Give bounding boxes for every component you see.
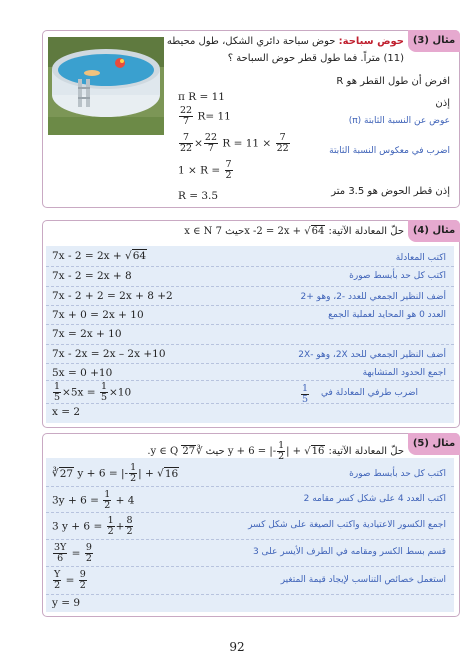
ex3-step3-mid: R = 11 × [222,137,272,150]
ex5-row-1: ∛27 y + 6 = |- $\frac{1}{2}$ | + √16 [52,462,179,484]
ex3-step5: R = 3.5 [178,190,219,202]
ex4-note-6: أضف النظير الجمعي للحد 2X، وهو -2X [298,350,446,360]
ex4-divider [46,305,454,306]
ex5-note-5: استعمل خصائص التناسب لإيجاد قيمة المتغير [280,575,446,585]
example-4-prompt-text: حلّ المعادلة الآتية: [328,226,404,237]
ex3-step1: π R = 11 [178,91,225,103]
ex5-divider [46,594,454,595]
ex5-divider [46,566,454,567]
ex4-note-2: اكتب كل حد بأبسط صورة [349,271,446,281]
ex4-row-1: 7x - 2 = 2x + √64 [52,250,147,262]
ex5-note-1: اكتب كل حد بأبسط صورة [349,469,446,479]
ex5-note-3: اجمع الكسور الاعتيادية واكتب الصيغة على شكل كسر [248,520,446,530]
ex4-row-8-frac-a: $\frac{1}{5}$ [54,381,61,403]
ex4-note-8-frac: $\frac{1}{5}$ [302,383,309,405]
example-3-statement-line1: حوض سباحة دائري الشكل، طول محيطه [166,36,336,47]
example-4-tag: مثال (4) [408,220,460,242]
example-4-prompt [184,226,404,237]
ex5-row-final: y = 9 [52,597,81,609]
ex4-divider [46,324,454,325]
ex4-row-8-frac-b: $\frac{1}{5}$ [100,381,107,403]
ex4-divider [46,344,454,345]
ex4-row-9: x = 2 [52,406,81,418]
ex4-divider [46,380,454,381]
ex4-note-1: اكتب المعادلة [395,253,446,263]
ex4-row-6: 7x - 2x = 2x – 2x +10 [52,348,166,360]
ex5-row-3: 3 y + 6 = $\frac{1}{2}$ + $\frac{8}{2}$ [52,515,133,537]
ex3-step4 [178,160,234,181]
ex3-step4-frac: $\frac{7}{2}$ [225,159,232,181]
ex4-divider [46,363,454,364]
ex4-divider [46,286,454,287]
ex3-step2 [178,106,231,127]
ex4-row-7: 5x = 0 +10 [52,367,113,379]
ex5-note-4: قسم بسط الكسر ومقامه في الطرف الأيسر على 3 [252,547,446,557]
ex5-note-2: اكتب العدد 4 على شكل كسر مقامه 2 [303,494,446,504]
ex4-row-5: 7x = 2x + 10 [52,328,122,340]
ex4-note-4: العدد 0 هو المحايد لعملية الجمع [328,310,446,320]
example-3-conclusion: إذن قطر الحوض هو 3.5 متر [331,186,450,197]
example-3-statement [167,36,404,47]
ex3-step2-frac: $\frac{22}{7}$ [180,105,193,127]
ex3-step3: $\frac{7}{22}$ × $\frac{22}{7}$ R = 11 × $\frac{7}{22}$ [180,132,289,154]
ex5-row-2: 3y + 6 = $\frac{1}{2}$ + 4 [52,489,135,511]
ex4-row-2: 7x - 2 = 2x + 8 [52,270,132,282]
ex3-step3-frac-b: $\frac{22}{7}$ [204,132,217,154]
example-3-then: إذن [435,98,450,109]
ex5-row-5: $\frac{Y}{2}$ = $\frac{9}{2}$ [54,569,86,591]
pool-illustration [48,37,164,135]
example-3-note-multiply: اضرب في معكوس النسبة الثابتة [329,146,450,156]
ex5-divider [46,512,454,513]
ex4-note-3: أضف النظير الجمعي للعدد -2، وهو +2 [300,292,446,302]
example-3-statement-line2: (11) متراً. فما طول قطر حوض السباحة ؟ [227,53,404,64]
ex4-divider [46,403,454,404]
example-5-tag: مثال (5) [408,433,460,455]
ex5-divider [46,486,454,487]
ex5-row-4: $\frac{3Y}{6}$ = $\frac{9}{2}$ [54,542,92,564]
example-4-equation: x ∈ N حيث 7x -2 = 2x + √64 [184,226,325,237]
ex4-row-8: $\frac{1}{5}$ ×5x = $\frac{1}{5}$ ×10 [54,381,132,403]
ex4-note-8: اضرب طرفي المعادلة في [320,388,418,398]
example-5-prompt [147,441,404,462]
page-number: 92 [229,640,245,654]
pool-image [48,37,164,135]
ex4-row-3: 7x - 2 + 2 = 2x + 8 +2 [52,290,173,302]
example-3-note-substitute: عوض عن النسبة الثابتة (π) [348,116,450,126]
ex3-step3-frac-a: $\frac{7}{22}$ [180,132,193,154]
ex5-divider [46,539,454,540]
ex4-note-7: اجمع الحدود المتشابهة [362,368,446,378]
ex3-step3-frac-c: $\frac{7}{22}$ [276,132,289,154]
example-3-assume: افرض أن طول القطر هو R [336,76,450,87]
example-3-tag: مثال (3) [408,30,460,52]
example-3-title: حوض سباحة: [338,36,404,47]
ex4-divider [46,266,454,267]
ex4-row-4: 7x + 0 = 2x + 10 [52,309,144,321]
example-5-prompt-text: حلّ المعادلة الآتية: [328,446,404,457]
ex3-step2-rhs: R= 11 [197,110,231,123]
example-5-equation: .y ∈ Q حيث ∛27 y + 6 = |- $\frac{1}{2}$ | + √16 [147,440,325,462]
ex3-step4-lhs: 1 × R = [178,164,221,177]
